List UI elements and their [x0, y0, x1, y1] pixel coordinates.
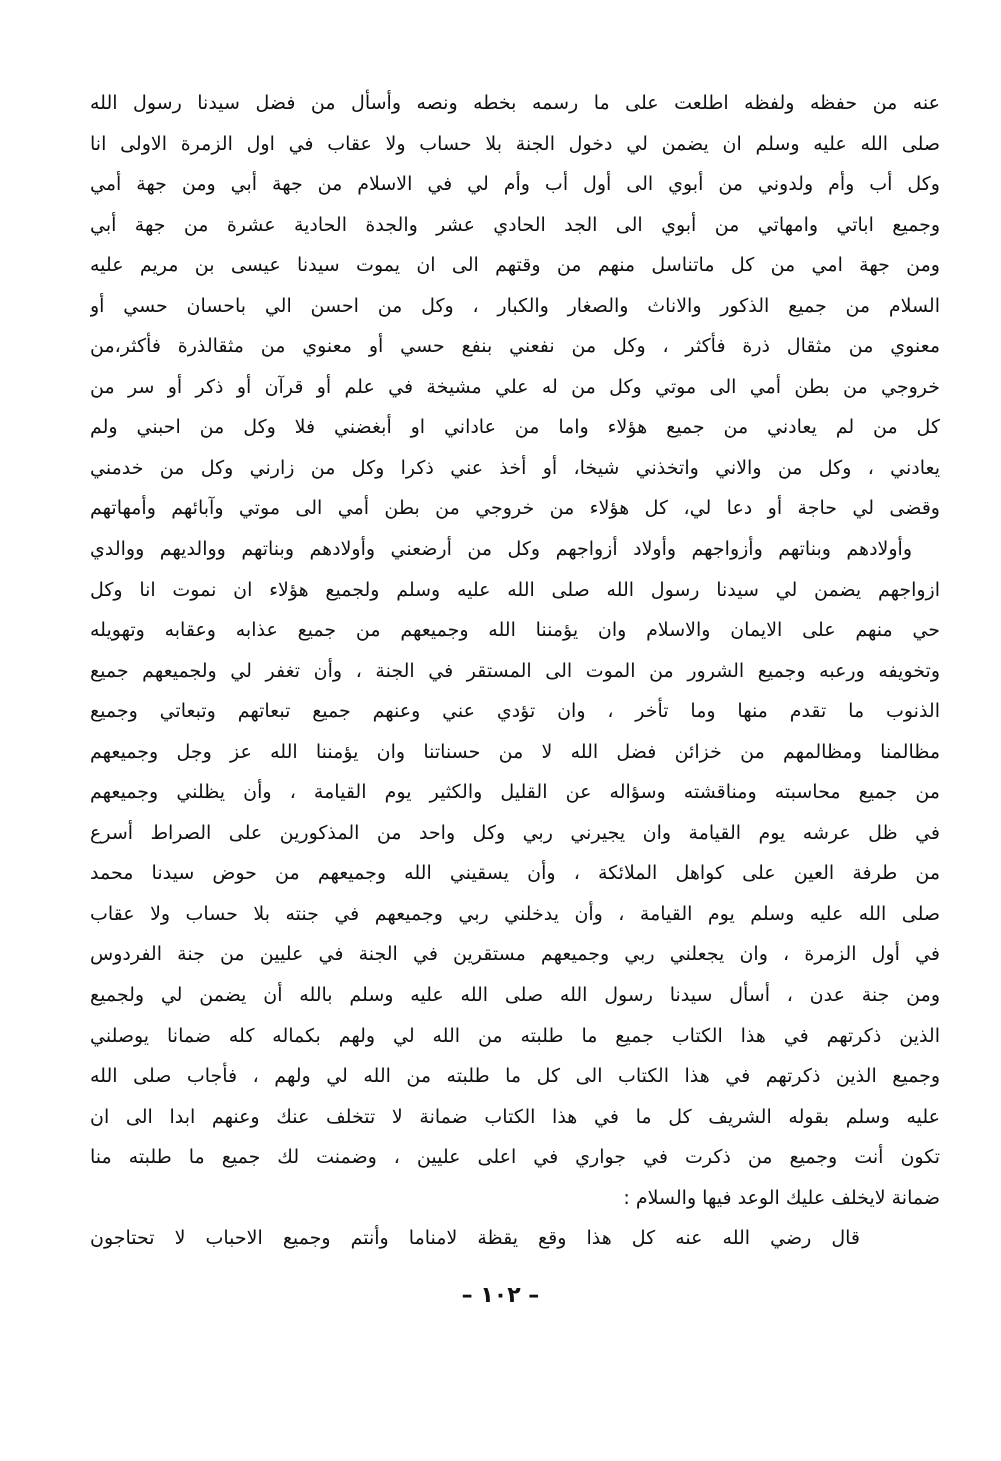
text-line-7: معنوي من مثقال ذرة فأكثر ، وكل من نفعني بنفع حسي أو معنوي من مثقالذرة فأكثر،من	[90, 335, 940, 358]
text-line-27: تكون أنت وجميع من ذكرت في جواري في اعلى عليين ، وضمنت لك جميع ما طلبته منا	[90, 1146, 940, 1169]
text-line-22: في أول الزمرة ، وان يجعلني ربي وجميعهم مستقرين في الجنة في عليين من جنة الفردوس	[90, 943, 940, 966]
text-line-8: خروجي من بطن أمي الى موتي وكل من له علي مشيخة في علم أو قرآن أو ذكر أو سر من	[90, 375, 940, 398]
page-number: – ١٠٢ –	[461, 1283, 540, 1308]
text-line-11: وقضى لي حاجة أو دعا لي، كل هؤلاء من خروجي من بطن أمي الى موتي وآبائهم وأمهاتهم	[90, 497, 940, 520]
text-line-3: وكل أب وأم ولدوني من أبوي الى أول أب وأم لي في الاسلام من جهة أبي ومن جهة أمي	[90, 173, 940, 196]
text-line-15: وتخويفه ورعبه وجميع الشرور من الموت الى المستقر في الجنة ، وأن تغفر لي ولجميعهم جميع	[90, 659, 940, 682]
text-line-5: ومن جهة امي من كل ماتناسل منهم من وقتهم الى ان يموت سيدنا عيسى بن مريم عليه	[90, 254, 940, 277]
text-line-24: الذين ذكرتهم في هذا الكتاب جميع ما طلبته من الله لي ولهم بكماله كله ضمانا يوصلني	[90, 1024, 940, 1047]
text-line-14: حي منهم على الايمان والاسلام وان يؤمننا الله وجميعهم من جميع عذابه وعقابه وتهويله	[90, 619, 940, 642]
text-line-20: من طرفة العين على كواهل الملائكة ، وأن يسقيني الله وجميعهم من حوض سيدنا محمد	[90, 862, 940, 885]
text-line-16: الذنوب ما تقدم منها وما تأخر ، وان تؤدي عني وعنهم جميع تبعاتهم وتبعاتي وجميع	[90, 700, 940, 723]
text-line-18: من جميع محاسبته ومناقشته وسؤاله عن القليل والكثير يوم القيامة ، وأن يظلني وجميعهم	[90, 781, 940, 804]
text-line-23: ومن جنة عدن ، أسأل سيدنا رسول الله صلى الله عليه وسلم بالله أن يضمن لي ولجميع	[90, 984, 940, 1007]
text-line-13: ازواجهم يضمن لي سيدنا رسول الله صلى الله عليه وسلم ولجميع هؤلاء ان نموت انا وكل	[90, 578, 940, 601]
text-line-25: وجميع الذين ذكرتهم في هذا الكتاب الى كل ما طلبته من الله لي ولهم ، فأجاب صلى الله	[90, 1065, 940, 1088]
text-line-6: السلام من جميع الذكور والاناث والصغار والكبار ، وكل من احسن الي باحسان حسي أو	[90, 294, 940, 317]
text-line-26: عليه وسلم بقوله الشريف كل ما في هذا الكتاب ضمانة لا تتخلف عنك وعنهم ابدا الى ان	[90, 1105, 940, 1128]
text-line-17: مظالمنا ومظالمهم من خزائن فضل الله لا من حسناتنا وان يؤمننا الله عز وجل وجميعهم	[90, 740, 940, 763]
text-line-10: يعادني ، وكل من والاني واتخذني شيخا، أو أخذ عني ذكرا وكل من زارني وكل من خدمني	[90, 456, 940, 479]
text-line-9: كل من لم يعادني من جميع هؤلاء واما من عاداني او أبغضني فلا وكل من احبني ولم	[90, 416, 940, 439]
text-line-12: وأولادهم وبناتهم وأزواجهم وأولاد أزواجهم وكل من أرضعني وأولادهم وبناتهم ووالديهم ووالدي	[90, 538, 912, 561]
closing-paragraph-line: قال رضي الله عنه كل هذا وقع يقظة لامناما وأنتم وجميع الاحباب لا تحتاجون	[90, 1227, 860, 1249]
text-line-2: صلى الله عليه وسلم ان يضمن لي دخول الجنة بلا حساب ولا عقاب في اول الزمرة الاولى انا	[90, 132, 940, 155]
text-line-4: وجميع اباتي وامهاتي من أبوي الى الجد الحادي عشر والجدة الحادية عشرة من جهة أبي	[90, 213, 940, 236]
text-line-1: عنه من حفظه ولفظه اطلعت على ما رسمه بخطه ونصه وأسأل من فضل سيدنا رسول الله	[90, 92, 940, 114]
text-line-19: في ظل عرشه يوم القيامة وان يجيرني ربي وكل واحد من المذكورين على الصراط أسرع	[90, 821, 940, 844]
text-line-21: صلى الله عليه وسلم يوم القيامة ، وأن يدخلني ربي وجميعهم في جنته بلا حساب ولا عقاب	[90, 902, 940, 925]
text-line-28: ضمانة لايخلف عليك الوعد فيها والسلام :	[623, 1186, 940, 1209]
body-text	[90, 83, 940, 1218]
